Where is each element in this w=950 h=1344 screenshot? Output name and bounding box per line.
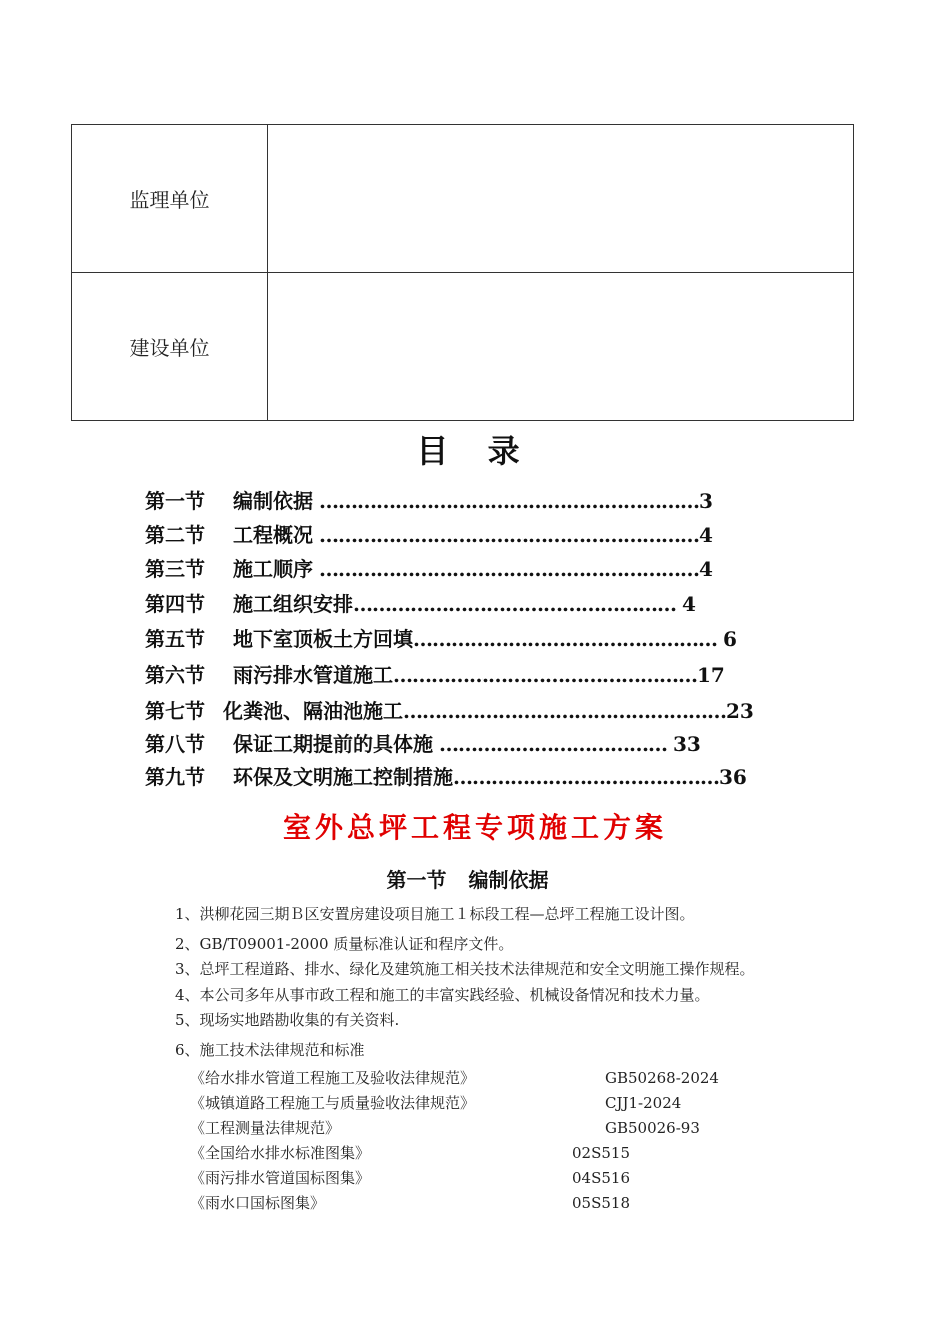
toc-item-number: 第三节 [145,557,205,581]
standard-code: GB50268-2024 [605,1069,719,1087]
toc-item-page: 4 [698,523,713,547]
toc-item-page: 4 [698,557,713,581]
toc-item-leader: ……………………………… [433,732,673,756]
supervision-unit-field [268,125,854,273]
section-number: 第一节 [386,868,447,892]
basis-paragraph: 5、现场实地踏勘收集的有关资料. [175,1011,400,1029]
toc-item-leader: …………………………………………… [353,592,682,616]
standard-name: 《雨污排水管道国标图集》 [190,1169,371,1187]
toc-item-leader: …………………………………………………… [313,557,699,581]
toc-item [145,625,737,653]
toc-item [145,521,713,549]
signature-row-construction [72,273,854,421]
toc-item-number: 第七节 [145,699,205,723]
toc-item-page: 33 [672,732,701,756]
toc-item-leader: …………………………………………… [403,699,726,723]
signature-table [71,124,854,421]
toc-item-leader: ………………………………………… [393,663,697,687]
basis-paragraph: 4、本公司多年从事市政工程和施工的丰富实践经验、机械设备情况和技术力量。 [175,986,710,1004]
toc-item-leader: …………………………………… [453,765,719,789]
toc-item-title: 工程概况 [233,523,313,547]
toc-item-page: 36 [719,765,747,789]
toc-item-number: 第五节 [145,627,205,651]
toc-item-title: 地下室顶板土方回填 [233,627,413,651]
document-title: 室外总坪工程专项施工方案 [282,811,667,844]
toc-item-leader: …………………………………………………… [313,523,699,547]
section-name: 编制依据 [468,868,549,892]
toc-item-title: 施工顺序 [233,557,313,581]
toc-item-title: 化粪池、隔油池施工 [223,699,403,723]
standard-name: 《工程测量法律规范》 [190,1119,341,1137]
toc-item-title: 保证工期提前的具体施 [233,732,433,756]
toc-item-title: 雨污排水管道施工 [233,663,393,687]
toc-item-page: 4 [681,592,696,616]
toc-item [145,730,701,758]
toc-item-number: 第九节 [145,765,205,789]
standard-name: 《城镇道路工程施工与质量验收法律规范》 [190,1094,476,1112]
standard-code: GB50026-93 [605,1119,700,1137]
toc-item-number: 第一节 [145,489,205,513]
toc-item-page: 6 [722,627,737,651]
toc-item-number: 第八节 [145,732,205,756]
standard-code: 04S516 [572,1169,630,1187]
toc-item-leader: …………………………………………………… [313,489,699,513]
construction-unit-field [268,273,854,421]
toc-item-page: 23 [726,699,754,723]
standard-name: 《雨水口国标图集》 [190,1194,326,1212]
section-title [0,864,935,893]
signature-row-supervision [72,125,854,273]
toc-item [145,487,713,515]
toc-item-number: 第六节 [145,663,205,687]
construction-unit-label: 建设单位 [72,273,268,421]
toc-item-title: 施工组织安排 [233,592,353,616]
toc-item-number: 第四节 [145,592,205,616]
basis-paragraph: 6、施工技术法律规范和标准 [175,1041,365,1059]
basis-paragraph: 3、总坪工程道路、排水、绿化及建筑施工相关技术法律规范和安全文明施工操作规程。 [175,960,755,978]
toc-item-page: 17 [697,663,725,687]
basis-paragraph: 1、洪柳花园三期Ｂ区安置房建设项目施工１标段工程—总坪工程施工设计图。 [175,905,695,923]
toc-item-page: 3 [698,489,713,513]
toc-item-leader: ………………………………………… [413,627,723,651]
toc-item [145,661,725,689]
basis-paragraph: 2、GB/T09001-2000 质量标准认证和程序文件。 [175,935,514,953]
supervision-unit-label: 监理单位 [72,125,268,273]
toc-item-title: 环保及文明施工控制措施 [233,765,453,789]
standard-name: 《全国给水排水标准图集》 [190,1144,371,1162]
toc-item [145,763,747,791]
standard-name: 《给水排水管道工程施工及验收法律规范》 [190,1069,476,1087]
standard-code: 02S515 [572,1144,630,1162]
toc-item-number: 第二节 [145,523,205,547]
toc-item [145,697,754,725]
toc-item [145,555,713,583]
standard-code: 05S518 [572,1194,630,1212]
toc-title: 目 录 [416,432,534,470]
toc-item [145,590,696,618]
standard-code: CJJ1-2024 [605,1094,682,1112]
toc-item-title: 编制依据 [233,489,313,513]
